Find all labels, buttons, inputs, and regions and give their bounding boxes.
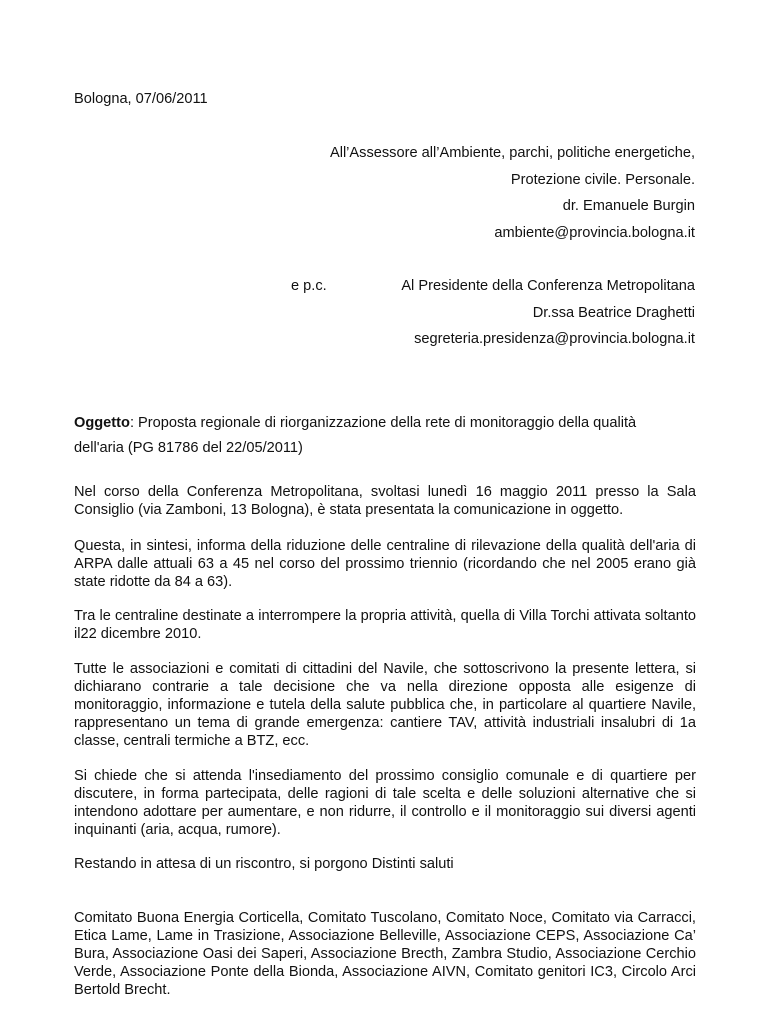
body-paragraph-2: Questa, in sintesi, informa della riduzione delle centraline di rilevazione della qualità dell'aria di ARPA dalle attuali 63 a 45 nel corso del prossimo triennio (ricordando che nel 2005 erano già state ridotte da 84 a 63). — [74, 538, 696, 590]
body-paragraph-4: Tutte le associazioni e comitati di cittadini del Navile, che sottoscrivono la presente lettera, si dichiarano contrarie a tale decisione che va nella direzione opposta alle esigenze di monitoraggio, informazione e tutela della salute pubblica che, in particolare al quartiere Navile, rappresentano un tema di grande emergenza: cantiere TAV, attività industriali insalubri di 1a classe, centrali termiche a BTZ, ecc. — [74, 661, 696, 749]
subject-label: Oggetto — [74, 415, 130, 431]
cc-label: e p.c. — [291, 278, 327, 294]
cc-email: segreteria.presidenza@provincia.bologna.it — [414, 331, 695, 347]
subject — [74, 411, 696, 461]
body-paragraph-5: Si chiede che si attenda l'insediamento del prossimo consiglio comunale e di quartiere per discutere, in forma partecipata, delle ragioni di tale scelta e delle soluzioni alternative che si intendono adottare per aumentare, e non ridurre, il controllo e il monitoraggio sui diversi agenti inquinanti (aria, acqua, rumore). — [74, 768, 696, 838]
subject-text-line-2: dell'aria (PG 81786 del 22/05/2011) — [74, 440, 303, 456]
body-paragraph-3: Tra le centraline destinate a interrompere la propria attività, quella di Villa Torchi attivata soltanto il22 dicembre 2010. — [74, 608, 696, 642]
letter-date: Bologna, 07/06/2011 — [74, 91, 208, 107]
recipient-line-2: Protezione civile. Personale. — [510, 172, 695, 188]
body-paragraph-1: Nel corso della Conferenza Metropolitana, svoltasi lunedì 16 maggio 2011 presso la Sala Consiglio (via Zamboni, 13 Bologna), è stata presentata la comunicazione in oggetto. — [74, 484, 696, 518]
closing-salutation: Restando in attesa di un riscontro, si porgono Distinti saluti — [74, 856, 454, 872]
recipient-line-1: All’Assessore all’Ambiente, parchi, politiche energetiche, — [329, 145, 695, 161]
signatories-list: Comitato Buona Energia Corticella, Comitato Tuscolano, Comitato Noce, Comitato via Carracci, Etica Lame, Lame in Trasizione, Associazione Belleville, Associazione CEPS, Associazione Ca’ Bura, Associazione Oasi dei Saperi, Associazione Brecth, Zambra Studio, Associazione Cerchio Verde, Associazione Ponte della Bionda, Associazione AIVN, Comitato genitori IC3, Circolo Arci Bertold Brecht. — [74, 910, 696, 998]
subject-text-line-1: : Proposta regionale di riorganizzazione della rete di monitoraggio della qualità — [129, 415, 637, 431]
cc-name: Dr.ssa Beatrice Draghetti — [532, 305, 695, 321]
cc-line-1: Al Presidente della Conferenza Metropolitana — [401, 278, 695, 294]
recipient-email: ambiente@provincia.bologna.it — [494, 225, 695, 241]
recipient-name: dr. Emanuele Burgin — [562, 198, 695, 214]
